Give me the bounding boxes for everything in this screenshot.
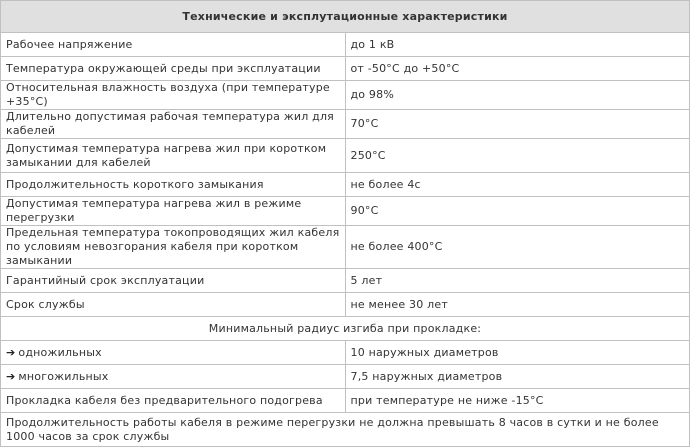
value-cell: не менее 30 лет: [345, 293, 690, 317]
param-cell: Рабочее напряжение: [1, 33, 346, 57]
note-text: Продолжительность работы кабеля в режиме перегрузки не должна превышать 8 часов в сутки и не более 1000 часов за срок службы: [1, 413, 690, 447]
table-row: [1, 173, 690, 197]
param-cell: Длительно допустимая рабочая температура жил для кабелей: [1, 110, 346, 139]
table-row: [1, 341, 690, 365]
table-row: [1, 293, 690, 317]
bend-radius-header: Минимальный радиус изгиба при прокладке:: [1, 317, 690, 341]
param-cell: Гарантийный срок эксплуатации: [1, 269, 346, 293]
param-cell: [1, 341, 346, 365]
bend-radius-header-row: [1, 317, 690, 341]
arrow-right-icon: ➔: [6, 369, 16, 383]
note-row: [1, 413, 690, 447]
table-header-row: [1, 1, 690, 33]
table-row: [1, 197, 690, 226]
value-cell: при температуре не ниже -15°С: [345, 389, 690, 413]
table-row: [1, 389, 690, 413]
value-cell: 7,5 наружных диаметров: [345, 365, 690, 389]
table-row: [1, 110, 690, 139]
value-cell: не более 400°С: [345, 226, 690, 269]
value-cell: 70°С: [345, 110, 690, 139]
value-cell: от -50°С до +50°С: [345, 57, 690, 81]
value-cell: 5 лет: [345, 269, 690, 293]
table-row: [1, 365, 690, 389]
param-cell: Допустимая температура нагрева жил при коротком замыкании для кабелей: [1, 139, 346, 173]
table-row: [1, 226, 690, 269]
value-cell: 10 наружных диаметров: [345, 341, 690, 365]
param-cell: Продолжительность короткого замыкания: [1, 173, 346, 197]
value-cell: 250°С: [345, 139, 690, 173]
param-cell: Температура окружающей среды при эксплуатации: [1, 57, 346, 81]
param-cell: Относительная влажность воздуха (при температуре +35°С): [1, 81, 346, 110]
table-title: Технические и эксплутационные характеристики: [1, 1, 690, 33]
table-row: [1, 57, 690, 81]
table-row: [1, 269, 690, 293]
param-cell: Срок службы: [1, 293, 346, 317]
table-row: [1, 139, 690, 173]
table-row: [1, 33, 690, 57]
param-cell: Предельная температура токопроводящих жил кабеля по условиям невозгорания кабеля при коротком замыкании: [1, 226, 346, 269]
value-cell: до 1 кВ: [345, 33, 690, 57]
param-label: одножильных: [18, 345, 102, 359]
value-cell: 90°С: [345, 197, 690, 226]
param-label: многожильных: [18, 369, 109, 383]
param-cell: Допустимая температура нагрева жил в режиме перегрузки: [1, 197, 346, 226]
value-cell: до 98%: [345, 81, 690, 110]
param-cell: Прокладка кабеля без предварительного подогрева: [1, 389, 346, 413]
value-cell: не более 4с: [345, 173, 690, 197]
arrow-right-icon: ➔: [6, 345, 16, 359]
param-cell: [1, 365, 346, 389]
table-row: [1, 81, 690, 110]
